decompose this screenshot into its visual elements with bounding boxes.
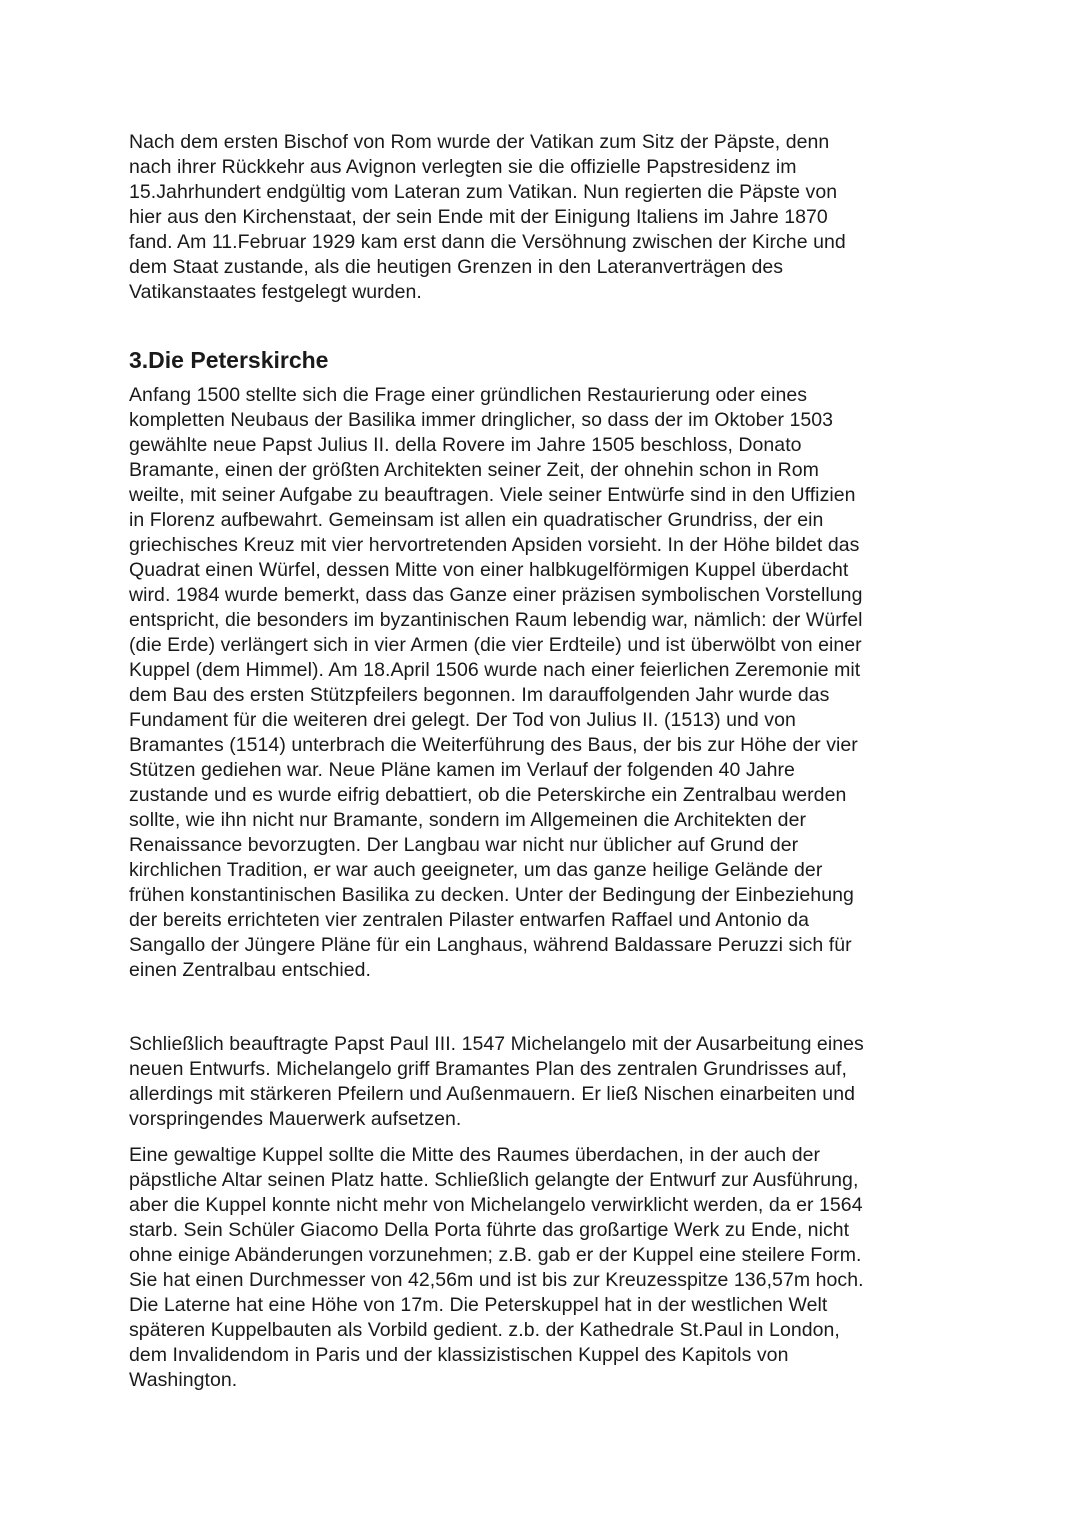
paragraph-peterskirche [129,383,959,983]
text-line: einen Zentralbau entschied. [129,959,372,981]
text-line: weilte, mit seiner Aufgabe zu beauftragen. Viele seiner Entwürfe sind in den Uffizien [129,484,856,506]
text-line: Schließlich beauftragte Papst Paul III. 1547 Michelangelo mit der Ausarbeitung eines [129,1033,864,1055]
text-line: dem Staat zustande, als die heutigen Grenzen in den Lateranverträgen des [129,256,784,278]
text-line: dem Bau des ersten Stützpfeilers begonnen. Im darauffolgenden Jahr wurde das [129,684,830,706]
text-line: Die Laterne hat eine Höhe von 17m. Die Peterskuppel hat in der westlichen Welt [129,1294,828,1316]
text-line: kompletten Neubaus der Basilika immer dringlicher, so dass der im Oktober 1503 [129,409,834,431]
document-page [129,130,959,1393]
text-line: Vatikanstaates festgelegt wurden. [129,281,422,303]
text-line: hier aus den Kirchenstaat, der sein Ende mit der Einigung Italiens im Jahre 1870 [129,206,828,228]
text-line: Eine gewaltige Kuppel sollte die Mitte des Raumes überdachen, in der auch der [129,1144,821,1166]
section-heading: 3.Die Peterskirche [129,347,329,373]
text-line: entspricht, die besonders im byzantinischen Raum lebendig war, nämlich: der Würfel [129,609,863,631]
paragraph-intro [129,130,959,305]
text-line: griechisches Kreuz mit vier hervortretenden Apsiden vorsieht. In der Höhe bildet das [129,534,860,556]
text-line: wird. 1984 wurde bemerkt, dass das Ganze einer präzisen symbolischen Vorstellung [129,584,863,606]
text-line: Renaissance bevorzugten. Der Langbau war nicht nur üblicher auf Grund der [129,834,799,856]
text-line: sollte, wie ihn nicht nur Bramante, sondern im Allgemeinen die Architekten der [129,809,807,831]
text-line: Nach dem ersten Bischof von Rom wurde der Vatikan zum Sitz der Päpste, denn [129,131,830,153]
text-line: (die Erde) verlängert sich in vier Armen (die vier Erdteile) und ist überwölbt von einer [129,634,862,656]
text-line: Kuppel (dem Himmel). Am 18.April 1506 wurde nach einer feierlichen Zeremonie mit [129,659,861,681]
paragraph-kuppel [129,1143,959,1393]
text-line: in Florenz aufbewahrt. Gemeinsam ist allen ein quadratischer Grundriss, der ein [129,509,824,531]
text-line: allerdings mit stärkeren Pfeilern und Außenmauern. Er ließ Nischen einarbeiten und [129,1083,855,1105]
paragraph-michelangelo [129,1032,959,1132]
text-line: gewählte neue Papst Julius II. della Rovere im Jahre 1505 beschloss, Donato [129,434,802,456]
text-line: Bramante, einen der größten Architekten seiner Zeit, der ohnehin schon in Rom [129,459,819,481]
text-line: späteren Kuppelbauten als Vorbild gedient. z.b. der Kathedrale St.Paul in London, [129,1319,840,1341]
text-line: zustande und es wurde eifrig debattiert, ob die Peterskirche ein Zentralbau werden [129,784,847,806]
text-line: vorspringendes Mauerwerk aufsetzen. [129,1108,462,1130]
text-line: neuen Entwurfs. Michelangelo griff Bramantes Plan des zentralen Grundrisses auf, [129,1058,847,1080]
text-line: Washington. [129,1369,238,1391]
text-line: 15.Jahrhundert endgültig vom Lateran zum Vatikan. Nun regierten die Päpste von [129,181,838,203]
text-line: fand. Am 11.Februar 1929 kam erst dann die Versöhnung zwischen der Kirche und [129,231,846,253]
text-line: Sangallo der Jüngere Pläne für ein Langhaus, während Baldassare Peruzzi sich für [129,934,852,956]
text-line: Sie hat einen Durchmesser von 42,56m und ist bis zur Kreuzesspitze 136,57m hoch. [129,1269,864,1291]
text-line: aber die Kuppel konnte nicht mehr von Michelangelo verwirklicht werden, da er 1564 [129,1194,863,1216]
text-line: frühen konstantinischen Basilika zu decken. Unter der Bedingung der Einbeziehung [129,884,854,906]
text-line: Anfang 1500 stellte sich die Frage einer gründlichen Restaurierung oder eines [129,384,808,406]
text-line: Stützen gediehen war. Neue Pläne kamen im Verlauf der folgenden 40 Jahre [129,759,795,781]
text-line: starb. Sein Schüler Giacomo Della Porta führte das großartige Werk zu Ende, nicht [129,1219,850,1241]
text-line: Quadrat einen Würfel, dessen Mitte von einer halbkugelförmigen Kuppel überdacht [129,559,849,581]
text-line: nach ihrer Rückkehr aus Avignon verlegten sie die offizielle Papstresidenz im [129,156,797,178]
text-line: dem Invalidendom in Paris und der klassizistischen Kuppel des Kapitols von [129,1344,789,1366]
text-line: der bereits errichteten vier zentralen Pilaster entwarfen Raffael und Antonio da [129,909,810,931]
text-line: päpstliche Altar seinen Platz hatte. Schließlich gelangte der Entwurf zur Ausführung, [129,1169,859,1191]
text-line: Fundament für die weiteren drei gelegt. Der Tod von Julius II. (1513) und von [129,709,796,731]
text-line: Bramantes (1514) unterbrach die Weiterführung des Baus, der bis zur Höhe der vier [129,734,858,756]
text-line: ohne einige Abänderungen vorzunehmen; z.B. gab er der Kuppel eine steilere Form. [129,1244,862,1266]
text-line: kirchlichen Tradition, er war auch geeigneter, um das ganze heilige Gelände der [129,859,823,881]
